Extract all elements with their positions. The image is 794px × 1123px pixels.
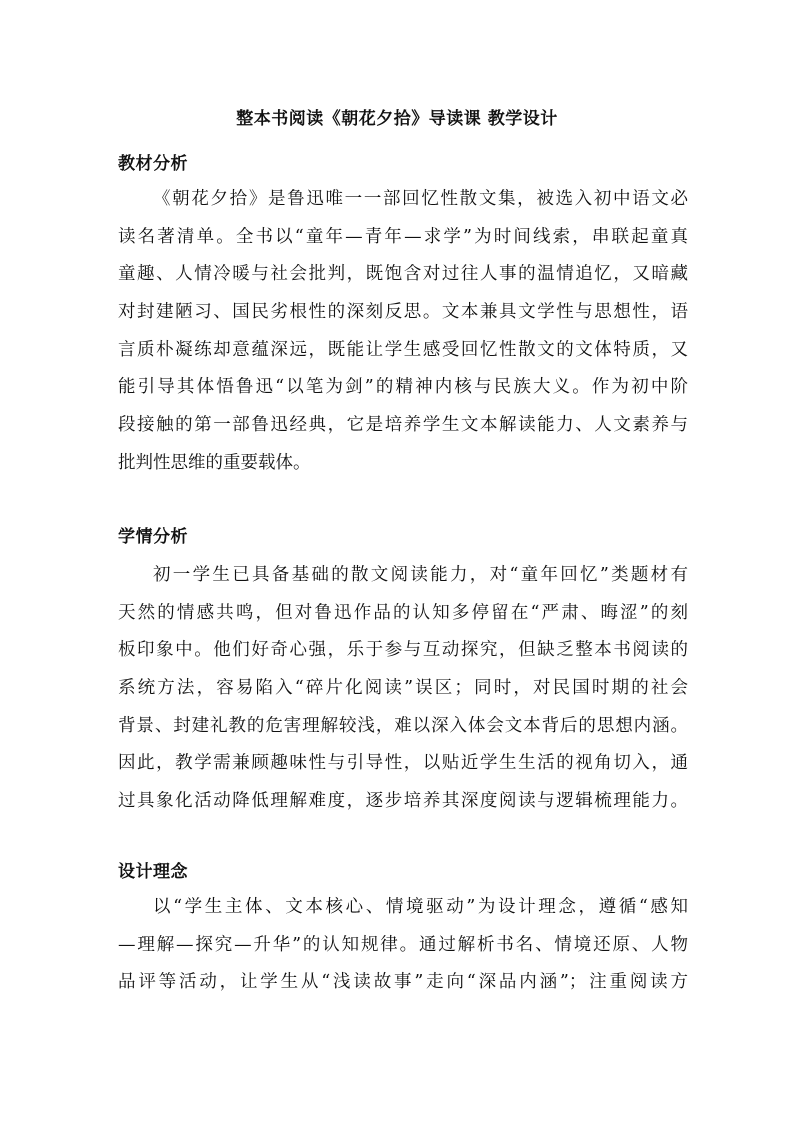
paragraph-line: 过具象化活动降低理解难度，逐步培养其深度阅读与逻辑梳理能力。 <box>118 791 688 812</box>
paragraph-line: 能引导其体悟鲁迅“以笔为剑”的精神内核与民族大义。作为初中阶 <box>118 377 688 398</box>
paragraph-line: 段接触的第一部鲁迅经典，它是培养学生文本解读能力、人文素养与 <box>118 415 688 436</box>
paragraph-line: 言质朴凝练却意蕴深远，既能让学生感受回忆性散文的文体特质，又 <box>118 339 688 360</box>
paragraph-line: 《朝花夕拾》是鲁迅唯一一部回忆性散文集，被选入初中语文必 <box>153 189 688 209</box>
paragraph-line: —理解—探究—升华”的认知规律。通过解析书名、情境还原、人物 <box>118 934 688 955</box>
paragraph-line: 系统方法，容易陷入“碎片化阅读”误区；同时，对民国时期的社会 <box>118 678 688 699</box>
section-heading-design-concept: 设计理念 <box>118 862 188 882</box>
paragraph-line: 因此，教学需兼顾趣味性与引导性，以贴近学生生活的视角切入，通 <box>118 753 688 774</box>
paragraph-line: 初一学生已具备基础的散文阅读能力，对“童年回忆”类题材有 <box>153 565 688 585</box>
paragraph-line: 以“学生主体、文本核心、情境驱动”为设计理念，遵循“感知 <box>153 897 688 917</box>
document-title: 整本书阅读《朝花夕拾》导读课 教学设计 <box>236 109 558 129</box>
paragraph-line: 批判性思维的重要载体。 <box>118 452 311 473</box>
section-body-textbook-analysis <box>118 181 688 483</box>
section-heading-learner-analysis: 学情分析 <box>118 527 188 547</box>
section-body-design-concept <box>118 889 688 1002</box>
paragraph-line: 对封建陋习、国民劣根性的深刻反思。文本兼具文学性与思想性，语 <box>118 302 688 323</box>
section-heading-textbook-analysis: 教材分析 <box>118 154 188 174</box>
paragraph-line: 天然的情感共鸣，但对鲁迅作品的认知多停留在“严肃、晦涩”的刻 <box>118 602 688 623</box>
paragraph-line: 童趣、人情冷暖与社会批判，既饱含对过往人事的温情追忆，又暗藏 <box>118 264 688 285</box>
paragraph-line: 背景、封建礼教的危害理解较浅，难以深入体会文本背后的思想内涵。 <box>118 715 688 736</box>
paragraph-line: 板印象中。他们好奇心强，乐于参与互动探究，但缺乏整本书阅读的 <box>118 640 688 661</box>
paragraph-line: 读名著清单。全书以“童年—青年—求学”为时间线索，串联起童真 <box>118 226 688 247</box>
section-body-learner-analysis <box>118 557 688 821</box>
paragraph-line: 品评等活动，让学生从“浅读故事”走向“深品内涵”；注重阅读方 <box>118 972 688 993</box>
